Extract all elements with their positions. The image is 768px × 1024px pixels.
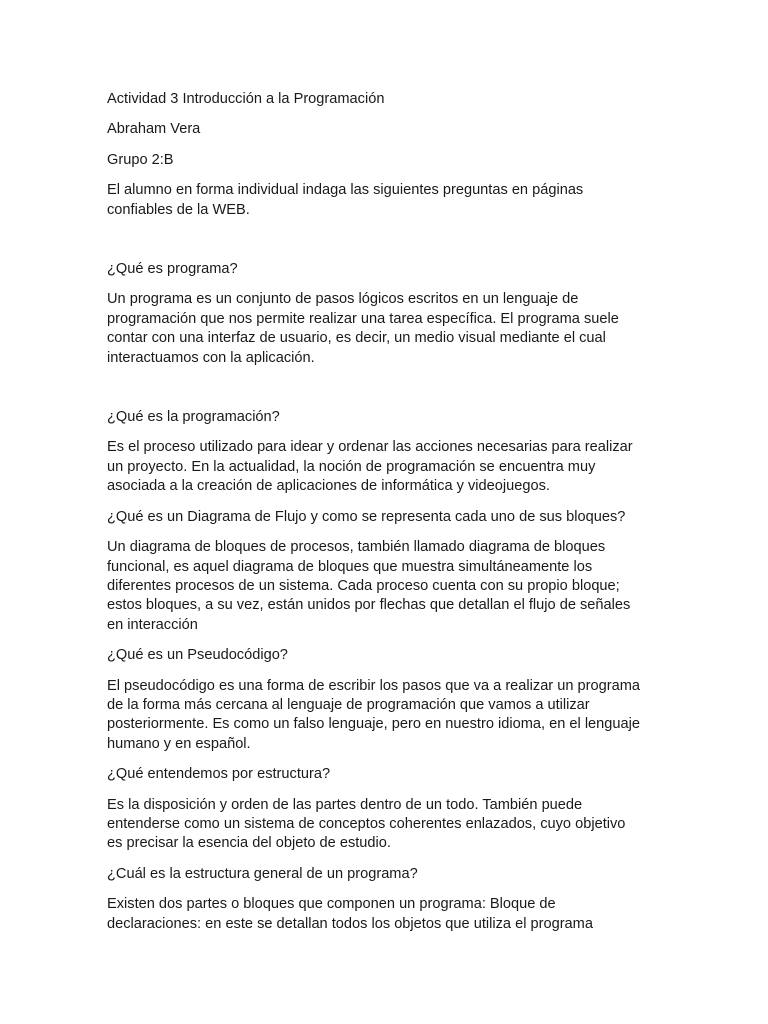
answer-line: posteriormente. Es como un falso lenguaje, pero en nuestro idioma, en el lenguaje: [107, 716, 640, 733]
document-page: [107, 90, 667, 945]
answer-paragraph: [107, 677, 667, 755]
answer-paragraph: [107, 538, 667, 635]
answer-line: Es la disposición y orden de las partes dentro de un todo. También puede: [107, 796, 583, 813]
answer-line: Un diagrama de bloques de procesos, también llamado diagrama de bloques: [107, 539, 606, 556]
answer-line: Un programa es un conjunto de pasos lógicos escritos en un lenguaje de: [107, 291, 579, 308]
answer-line: diferentes procesos de un sistema. Cada proceso cuenta con su propio bloque;: [107, 577, 620, 594]
question-heading: ¿Qué entendemos por estructura?: [107, 766, 331, 783]
question-heading: ¿Qué es programa?: [107, 261, 238, 278]
answer-paragraph: [107, 438, 667, 496]
answer-line: de la forma más cercana al lenguaje de programación que vamos a utilizar: [107, 696, 590, 713]
author-name: Abraham Vera: [107, 121, 201, 138]
answer-line: humano y en español.: [107, 735, 251, 752]
document-title: Actividad 3 Introducción a la Programación: [107, 91, 385, 107]
intro-line: confiables de la WEB.: [107, 201, 250, 218]
answer-line: un proyecto. En la actualidad, la noción de programación se encuentra muy: [107, 458, 596, 475]
answer-line: en interacción: [107, 616, 198, 633]
answer-paragraph: [107, 796, 667, 854]
answer-line: interactuamos con la aplicación.: [107, 349, 315, 366]
intro-paragraph: [107, 181, 667, 220]
answer-line: programación que nos permite realizar una tarea específica. El programa suele: [107, 310, 619, 327]
answer-line: asociada a la creación de aplicaciones de informática y videojuegos.: [107, 478, 550, 495]
answer-line: funcional, es aquel diagrama de bloques que muestra simultáneamente los: [107, 558, 593, 575]
question-heading: ¿Qué es un Diagrama de Flujo y como se representa cada uno de sus bloques?: [107, 508, 626, 525]
answer-paragraph: [107, 290, 667, 368]
answer-line: Existen dos partes o bloques que componen un programa: Bloque de: [107, 896, 556, 913]
question-heading: ¿Cuál es la estructura general de un programa?: [107, 865, 418, 882]
answer-line: entenderse como un sistema de conceptos coherentes enlazados, cuyo objetivo: [107, 815, 626, 832]
answer-line: es precisar la esencia del objeto de estudio.: [107, 835, 391, 852]
group-label: Grupo 2:B: [107, 151, 174, 168]
answer-line: declaraciones: en este se detallan todos los objetos que utiliza el programa: [107, 915, 593, 932]
answer-line: Es el proceso utilizado para idear y ordenar las acciones necesarias para realizar: [107, 439, 633, 456]
answer-line: El pseudocódigo es una forma de escribir los pasos que va a realizar un programa: [107, 677, 640, 694]
question-heading: ¿Qué es la programación?: [107, 409, 280, 426]
answer-paragraph: [107, 895, 667, 934]
answer-line: contar con una interfaz de usuario, es decir, un medio visual mediante el cual: [107, 330, 606, 347]
answer-line: estos bloques, a su vez, están unidos por flechas que detallan el flujo de señales: [107, 597, 631, 614]
question-heading: ¿Qué es un Pseudocódigo?: [107, 647, 288, 664]
intro-line: El alumno en forma individual indaga las siguientes preguntas en páginas: [107, 182, 584, 199]
